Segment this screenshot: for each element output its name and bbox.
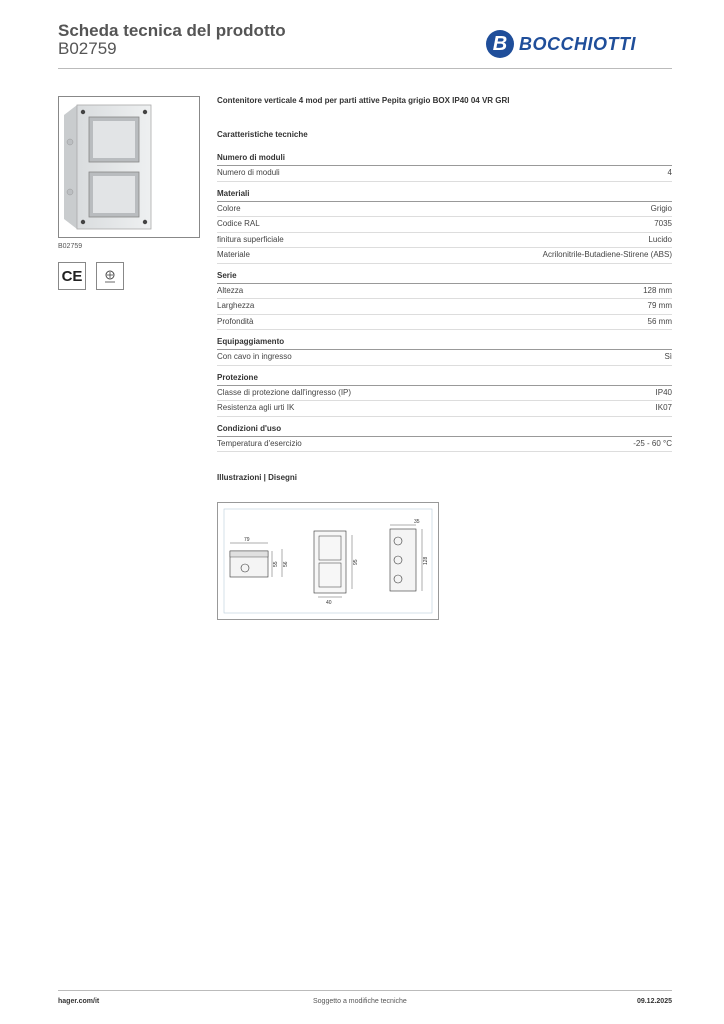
spec-label: Temperatura d'esercizio: [217, 438, 302, 448]
dim-h1: 55: [273, 561, 279, 567]
spec-row: [217, 233, 672, 249]
footer-note: Soggetto a modifiche tecniche: [313, 998, 407, 1005]
spec-row: [217, 284, 672, 300]
spec-label: Classe di protezione dall'ingresso (IP): [217, 387, 352, 397]
spec-row: [217, 437, 672, 453]
spec-label: Altezza: [217, 285, 244, 295]
spec-label: Materiale: [217, 250, 250, 259]
group-title: Serie: [217, 271, 672, 284]
spec-value: 128 mm: [643, 285, 672, 295]
page-title: Scheda tecnica del prodotto: [58, 21, 286, 40]
spec-row: [217, 386, 672, 402]
spec-group-series: [217, 271, 672, 331]
dim-w1: 79: [244, 537, 250, 543]
spec-row: [217, 202, 672, 218]
spec-label: finitura superficiale: [217, 234, 284, 244]
spec-content: [217, 96, 672, 482]
dim-w2: 40: [326, 600, 332, 606]
spec-value: IP40: [655, 387, 672, 397]
group-title: Equipaggiamento: [217, 337, 672, 350]
spec-row: [217, 248, 672, 264]
spec-label: Numero di moduli: [217, 168, 280, 177]
spec-row: [217, 166, 672, 182]
product-image: [58, 96, 200, 238]
spec-label: Resistenza agli urti IK: [217, 403, 295, 412]
spec-value: -25 - 60 °C: [633, 438, 672, 448]
dimension-drawing-icon: [218, 503, 438, 619]
brand-logo-icon: B: [486, 30, 514, 58]
spec-value: 79 mm: [647, 301, 672, 310]
product-box-icon: [59, 97, 199, 237]
spec-value: IK07: [655, 403, 672, 412]
spec-group-modules: [217, 153, 672, 182]
group-title: Protezione: [217, 373, 672, 386]
group-title: Materiali: [217, 189, 672, 202]
spec-value: 56 mm: [647, 316, 672, 326]
ce-mark-icon: CE: [58, 262, 86, 290]
brand-logo-text: BOCCHIOTTI: [519, 33, 636, 54]
dim-w3: 35: [414, 519, 420, 525]
product-description: Contenitore verticale 4 mod per parti attive Pepita grigio BOX IP40 04 VR GRI: [217, 96, 510, 105]
footer-date: 09.12.2025: [636, 998, 672, 1005]
spec-value: 7035: [654, 219, 672, 228]
spec-row: [217, 299, 672, 315]
dim-h2: 56: [283, 561, 289, 567]
spec-label: Con cavo in ingresso: [217, 352, 292, 361]
spec-row: [217, 350, 672, 366]
header-divider: [58, 68, 672, 69]
spec-label: Colore: [217, 203, 241, 213]
spec-row: [217, 401, 672, 417]
spec-label: Profondità: [217, 316, 254, 326]
spec-value: Sì: [664, 352, 672, 361]
group-title: Condizioni d'uso: [217, 424, 672, 437]
image-caption: B02759: [58, 243, 83, 250]
group-title: Numero di moduli: [217, 153, 672, 166]
technical-drawing: [217, 502, 439, 620]
spec-group-materials: [217, 189, 672, 264]
footer-website-link[interactable]: hager.com/it: [58, 998, 100, 1005]
spec-label: Larghezza: [217, 301, 255, 310]
spec-group-protection: [217, 373, 672, 417]
product-code: B02759: [58, 39, 117, 58]
spec-value: Acrilonitrile-Butadiene-Stirene (ABS): [542, 250, 672, 259]
spec-row: [217, 315, 672, 331]
spec-group-equipment: [217, 337, 672, 366]
spec-value: 4: [667, 168, 672, 177]
spec-value: Lucido: [648, 234, 672, 244]
footer-divider: [58, 990, 672, 991]
characteristics-title: Caratteristiche tecniche: [217, 130, 308, 139]
dim-h3: 95: [353, 559, 359, 565]
spec-group-conditions: [217, 424, 672, 453]
spec-row: [217, 217, 672, 233]
quality-mark-icon: [96, 262, 124, 290]
illustrations-title: Illustrazioni | Disegni: [217, 473, 298, 482]
spec-label: Codice RAL: [217, 219, 260, 228]
spec-value: Grigio: [650, 203, 672, 213]
dim-h4: 128: [423, 556, 429, 565]
brand-logo[interactable]: [486, 30, 636, 58]
